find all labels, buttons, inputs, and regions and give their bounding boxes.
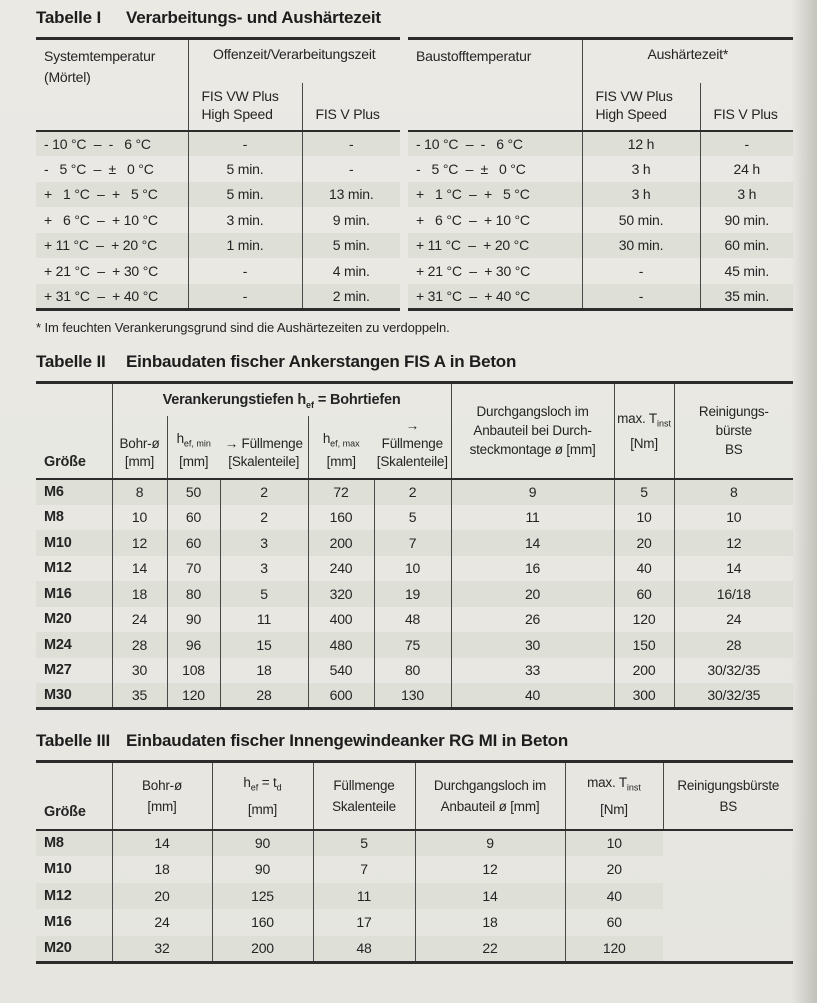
- size-cell: M27: [36, 658, 112, 684]
- value-cell: 5 min.: [226, 160, 264, 177]
- value-cell: 9: [451, 479, 614, 505]
- value-cell: 60: [167, 530, 220, 556]
- header-durchgangsloch: [415, 762, 565, 830]
- value-cell: 30: [131, 662, 148, 679]
- value-cell: 90: [212, 830, 313, 857]
- header-line: → Füllmenge: [224, 436, 303, 451]
- size-cell: M30: [36, 683, 112, 709]
- value-cell: 120: [565, 936, 663, 963]
- value-cell: 72: [308, 479, 374, 505]
- value-cell: 12: [674, 530, 793, 556]
- value-cell: 130: [374, 683, 451, 709]
- table-row: [36, 581, 793, 607]
- size-cell: M6: [36, 479, 112, 505]
- value-cell: 30/32/35: [674, 683, 793, 709]
- table1-container: [36, 37, 793, 311]
- value-cell: 40: [451, 683, 614, 709]
- value-cell: 13 min.: [302, 182, 400, 208]
- header-aushaertezeit-group: Aushärtezeit*: [647, 46, 729, 62]
- header-line: Systemtemperatur: [44, 48, 156, 64]
- temperature-range-cell: + 11 °C – + 20 °C: [36, 233, 188, 259]
- header-line: FIS VW Plus: [201, 87, 279, 104]
- value-cell: 16/18: [674, 581, 793, 607]
- value-cell: 96: [167, 632, 220, 658]
- table-row: [36, 607, 793, 633]
- header-line: Anbauteil ø [mm]: [440, 798, 540, 814]
- header-line: Bohr-ø: [119, 436, 160, 451]
- value-cell: 108: [167, 658, 220, 684]
- value-cell: 16: [451, 556, 614, 582]
- value-cell: 22: [415, 936, 565, 963]
- value-cell: 10: [131, 509, 148, 526]
- temperature-range-cell: + 11 °C – + 20 °C: [408, 233, 582, 259]
- value-cell: 48: [374, 607, 451, 633]
- header-durchgangsloch: [451, 382, 614, 479]
- size-cell: M24: [36, 632, 112, 658]
- value-cell: 12 h: [627, 135, 655, 152]
- value-cell: -: [242, 287, 248, 304]
- header-line: steckmontage ø [mm]: [469, 442, 596, 458]
- value-cell: 11: [313, 883, 415, 910]
- table-row: [36, 936, 793, 963]
- header-line: [Skalenteile]: [228, 454, 300, 469]
- header-line: [mm]: [179, 454, 209, 469]
- value-cell: 4 min.: [302, 258, 400, 284]
- value-cell: 2: [220, 505, 308, 531]
- size-cell: M12: [36, 883, 112, 910]
- value-cell: 18: [220, 658, 308, 684]
- value-cell: 3 min.: [226, 211, 264, 228]
- value-cell: 7: [374, 530, 451, 556]
- table-row: [36, 233, 400, 259]
- table-row: [36, 530, 793, 556]
- header-line: High Speed: [201, 105, 273, 122]
- value-cell: 75: [374, 632, 451, 658]
- value-cell: 3 h: [631, 186, 651, 203]
- value-cell: 26: [451, 607, 614, 633]
- table1-right-body: [408, 131, 793, 310]
- value-cell: 80: [167, 581, 220, 607]
- header-fis-v-plus: FIS V Plus: [700, 83, 793, 131]
- header-max-tinst: [614, 382, 674, 479]
- table-row: [36, 182, 400, 208]
- value-cell: 3 h: [700, 182, 793, 208]
- table3-body: [36, 830, 793, 963]
- header-line: max. $T_{inst}$: [617, 410, 671, 429]
- temperature-range-cell: - 5 °C – ± 0 °C: [36, 156, 188, 182]
- value-cell: 14: [154, 835, 170, 852]
- table-row: [408, 156, 793, 182]
- table-row: [36, 632, 793, 658]
- value-cell: 480: [308, 632, 374, 658]
- value-cell: 15: [220, 632, 308, 658]
- value-cell: 24 h: [700, 156, 793, 182]
- value-cell: 240: [308, 556, 374, 582]
- value-cell: 30: [451, 632, 614, 658]
- value-cell: 7: [313, 856, 415, 883]
- size-cell: M10: [36, 530, 112, 556]
- table1-title-label: Tabelle I: [36, 8, 101, 27]
- table-row: [36, 909, 793, 936]
- value-cell: 5: [313, 830, 415, 857]
- value-cell: 20: [451, 581, 614, 607]
- header-line: Reinigungs-: [698, 404, 769, 420]
- value-cell: 35: [131, 687, 148, 703]
- value-cell: 45 min.: [700, 258, 793, 284]
- table1-right: [408, 37, 793, 311]
- header-line: Skalenteile: [332, 798, 396, 814]
- value-cell: 320: [308, 581, 374, 607]
- table2: [36, 381, 793, 711]
- table-row: [408, 284, 793, 310]
- value-cell: 3 h: [631, 160, 651, 177]
- table-row: [36, 505, 793, 531]
- value-cell: 80: [374, 658, 451, 684]
- header-line: max. $T_{inst}$: [587, 774, 641, 793]
- value-cell: 30 min.: [618, 237, 664, 254]
- value-cell: 120: [614, 607, 674, 633]
- header-line: $h_{ef, max}$: [322, 431, 360, 449]
- value-cell: 5 min.: [226, 186, 264, 203]
- value-cell: 11: [220, 607, 308, 633]
- value-cell: 18: [131, 585, 148, 602]
- table1-left-header: [36, 39, 400, 131]
- value-cell: 12: [415, 856, 565, 883]
- table1-left: [36, 37, 400, 311]
- table-row: [408, 182, 793, 208]
- value-cell: 32: [154, 940, 170, 956]
- value-cell: 20: [614, 530, 674, 556]
- value-cell: 10: [565, 830, 663, 857]
- header-line: $h_{ef} = t_d$: [243, 774, 282, 793]
- temperature-range-cell: - 10 °C – - 6 °C: [408, 131, 582, 157]
- scan-edge-shadow: [791, 0, 817, 1003]
- value-cell: 11: [451, 505, 614, 531]
- value-cell: 40: [614, 556, 674, 582]
- value-cell: 9: [415, 830, 565, 857]
- value-cell: 17: [313, 909, 415, 936]
- table-row: [36, 207, 400, 233]
- value-cell: 60: [565, 909, 663, 936]
- value-cell: 60: [167, 505, 220, 531]
- value-cell: 90: [212, 856, 313, 883]
- header-line: → Füllmenge: [381, 418, 443, 451]
- temperature-range-cell: + 6 °C – + 10 °C: [408, 207, 582, 233]
- value-cell: 14: [451, 530, 614, 556]
- table2-title-label: Tabelle II: [36, 351, 106, 371]
- value-cell: 24: [131, 611, 148, 628]
- value-cell: 50: [167, 479, 220, 505]
- value-cell: 2: [220, 479, 308, 505]
- header-line: [Nm]: [600, 801, 628, 817]
- value-cell: 12: [131, 534, 148, 551]
- header-line: Durchgangsloch im: [433, 777, 547, 793]
- value-cell: 60 min.: [700, 233, 793, 259]
- temperature-range-cell: + 6 °C – + 10 °C: [36, 207, 188, 233]
- value-cell: 70: [167, 556, 220, 582]
- table-row: [36, 258, 400, 284]
- header-bohr: [112, 416, 167, 479]
- temperature-range-cell: + 31 °C – + 40 °C: [408, 284, 582, 310]
- value-cell: 8: [135, 484, 144, 501]
- header-line: [Skalenteile]: [376, 454, 448, 469]
- value-cell: 14: [131, 560, 148, 577]
- value-cell: 18: [154, 861, 170, 878]
- footnote: * Im feuchten Verankerungsgrund sind die Aushärtezeiten zu verdoppeln.: [36, 319, 450, 335]
- value-cell: 5 min.: [302, 233, 400, 259]
- table3-title: [36, 731, 793, 751]
- table-row: [36, 479, 793, 505]
- value-cell: 2: [374, 479, 451, 505]
- header-max-tinst: [565, 762, 663, 830]
- header-baustofftemperatur: Baustofftemperatur: [408, 39, 582, 131]
- header-line: Füllmenge: [333, 777, 395, 793]
- value-cell: 5: [374, 505, 451, 531]
- header-line: [mm]: [124, 454, 155, 469]
- value-cell: 150: [614, 632, 674, 658]
- value-cell: 19: [374, 581, 451, 607]
- value-cell: 20: [565, 856, 663, 883]
- value-cell: 160: [212, 909, 313, 936]
- value-cell: 1 min.: [226, 237, 264, 254]
- value-cell: 160: [308, 505, 374, 531]
- header-reinigungsbuerste: [674, 382, 793, 479]
- header-fis-vw-plus: [188, 83, 302, 131]
- size-cell: M20: [36, 936, 112, 963]
- header-systemtemperatur: [36, 39, 188, 131]
- value-cell: -: [302, 131, 400, 157]
- header-line: Durchgangsloch im: [476, 404, 589, 420]
- header-fuellmenge: [313, 762, 415, 830]
- header-verankerungstiefen-group: Verankerungstiefen $h_{ef}$ = Bohrtiefen: [162, 391, 401, 410]
- table-row: [36, 131, 400, 157]
- value-cell: 14: [674, 556, 793, 582]
- header-bohr: [112, 762, 212, 830]
- value-cell: 40: [565, 883, 663, 910]
- temperature-range-cell: - 5 °C – ± 0 °C: [408, 156, 582, 182]
- table3-title-text: Einbaudaten fischer Innengewindeanker RG MI in Beton: [126, 731, 569, 750]
- value-cell: 30/32/35: [674, 658, 793, 684]
- header-fuellmenge-1: [220, 416, 308, 479]
- value-cell: 90: [167, 607, 220, 633]
- value-cell: 33: [451, 658, 614, 684]
- temperature-range-cell: - 10 °C – - 6 °C: [36, 131, 188, 157]
- table2-title-text: Einbaudaten fischer Ankerstangen FIS A in Beton: [126, 351, 517, 371]
- value-cell: 600: [308, 683, 374, 709]
- table-row: [408, 233, 793, 259]
- value-cell: 28: [131, 636, 148, 653]
- value-cell: 10: [374, 556, 451, 582]
- table3-title-label: Tabelle III: [36, 731, 111, 750]
- header-reinigungsbuerste: [663, 762, 793, 830]
- value-cell: 400: [308, 607, 374, 633]
- header-line: [mm]: [326, 454, 356, 469]
- value-cell: -: [638, 287, 644, 304]
- table-row: [36, 883, 793, 910]
- header-hef-max: [308, 416, 374, 479]
- value-cell: 50 min.: [618, 211, 664, 228]
- value-cell: 90 min.: [700, 207, 793, 233]
- value-cell: -: [242, 262, 248, 279]
- value-cell: 28: [220, 683, 308, 709]
- size-cell: M20: [36, 607, 112, 633]
- header-groesse: Größe: [36, 762, 112, 830]
- temperature-range-cell: + 21 °C – + 30 °C: [36, 258, 188, 284]
- value-cell: -: [302, 156, 400, 182]
- header-line: FIS VW Plus: [595, 87, 673, 104]
- size-cell: M16: [36, 909, 112, 936]
- value-cell: 35 min.: [700, 284, 793, 310]
- header-offenzeit-group: Offenzeit/Verarbeitungszeit: [213, 46, 376, 62]
- temperature-range-cell: + 1 °C – + 5 °C: [36, 182, 188, 208]
- value-cell: 10: [614, 505, 674, 531]
- value-cell: 5: [220, 581, 308, 607]
- value-cell: 2 min.: [302, 284, 400, 310]
- temperature-range-cell: + 21 °C – + 30 °C: [408, 258, 582, 284]
- value-cell: 20: [154, 887, 170, 904]
- value-cell: 540: [308, 658, 374, 684]
- table3: [36, 760, 793, 964]
- header-fis-v-plus: FIS V Plus: [302, 83, 400, 131]
- size-cell: M10: [36, 856, 112, 883]
- table3-header: [36, 762, 793, 830]
- value-cell: -: [700, 131, 793, 157]
- size-cell: M8: [36, 505, 112, 531]
- table2-title: [36, 352, 793, 372]
- size-cell: M12: [36, 556, 112, 582]
- table1-title-text: Verarbeitungs- und Aushärtezeit: [126, 8, 381, 27]
- table2-header: [36, 382, 793, 479]
- table1-left-body: [36, 131, 400, 310]
- header-line: [mm]: [147, 798, 177, 814]
- value-cell: 18: [415, 909, 565, 936]
- value-cell: 200: [614, 658, 674, 684]
- value-cell: 300: [614, 683, 674, 709]
- table-row: [36, 556, 793, 582]
- header-line: (Mörtel): [44, 69, 91, 85]
- value-cell: 200: [308, 530, 374, 556]
- header-line: High Speed: [595, 105, 667, 122]
- value-cell: -: [638, 262, 644, 279]
- table-row: [36, 856, 793, 883]
- header-fuellmenge-2: [374, 416, 451, 479]
- header-line: BS: [719, 798, 738, 814]
- temperature-range-cell: + 31 °C – + 40 °C: [36, 284, 188, 310]
- value-cell: -: [242, 135, 248, 152]
- header-line: $h_{ef, min}$: [176, 431, 211, 449]
- value-cell: 5: [614, 479, 674, 505]
- table-row: [36, 156, 400, 182]
- header-line: [mm]: [247, 801, 278, 817]
- value-cell: 3: [220, 556, 308, 582]
- table-row: [36, 284, 400, 310]
- header-line: Anbauteil bei Durch-: [473, 423, 592, 439]
- header-line: BS: [725, 442, 743, 458]
- value-cell: 3: [220, 530, 308, 556]
- header-line: Bohr-ø: [141, 777, 183, 793]
- value-cell: 14: [415, 883, 565, 910]
- header-line: bürste: [715, 423, 752, 439]
- table1-right-header: [408, 39, 793, 131]
- value-cell: 8: [674, 479, 793, 505]
- value-cell: 120: [167, 683, 220, 709]
- table-row: [36, 683, 793, 709]
- header-line: Reinigungsbürste: [677, 777, 780, 793]
- table-row: [408, 207, 793, 233]
- value-cell: 125: [212, 883, 313, 910]
- header-line: [Nm]: [630, 435, 658, 451]
- header-fis-vw-plus: [582, 83, 700, 131]
- header-hef-td: [212, 762, 313, 830]
- value-cell: 28: [674, 632, 793, 658]
- table2-body: [36, 479, 793, 709]
- table-row: [36, 830, 793, 857]
- table-row: [408, 258, 793, 284]
- temperature-range-cell: + 1 °C – + 5 °C: [408, 182, 582, 208]
- value-cell: 24: [154, 914, 170, 931]
- value-cell: 9 min.: [302, 207, 400, 233]
- size-cell: M16: [36, 581, 112, 607]
- header-groesse: Größe: [36, 382, 112, 479]
- table1-title: [36, 8, 793, 28]
- value-cell: 24: [674, 607, 793, 633]
- size-cell: M8: [36, 830, 112, 857]
- header-hef-min: [167, 416, 220, 479]
- table-row: [408, 131, 793, 157]
- value-cell: 60: [614, 581, 674, 607]
- value-cell: 48: [313, 936, 415, 963]
- value-cell: 10: [674, 505, 793, 531]
- value-cell: 200: [212, 936, 313, 963]
- table-row: [36, 658, 793, 684]
